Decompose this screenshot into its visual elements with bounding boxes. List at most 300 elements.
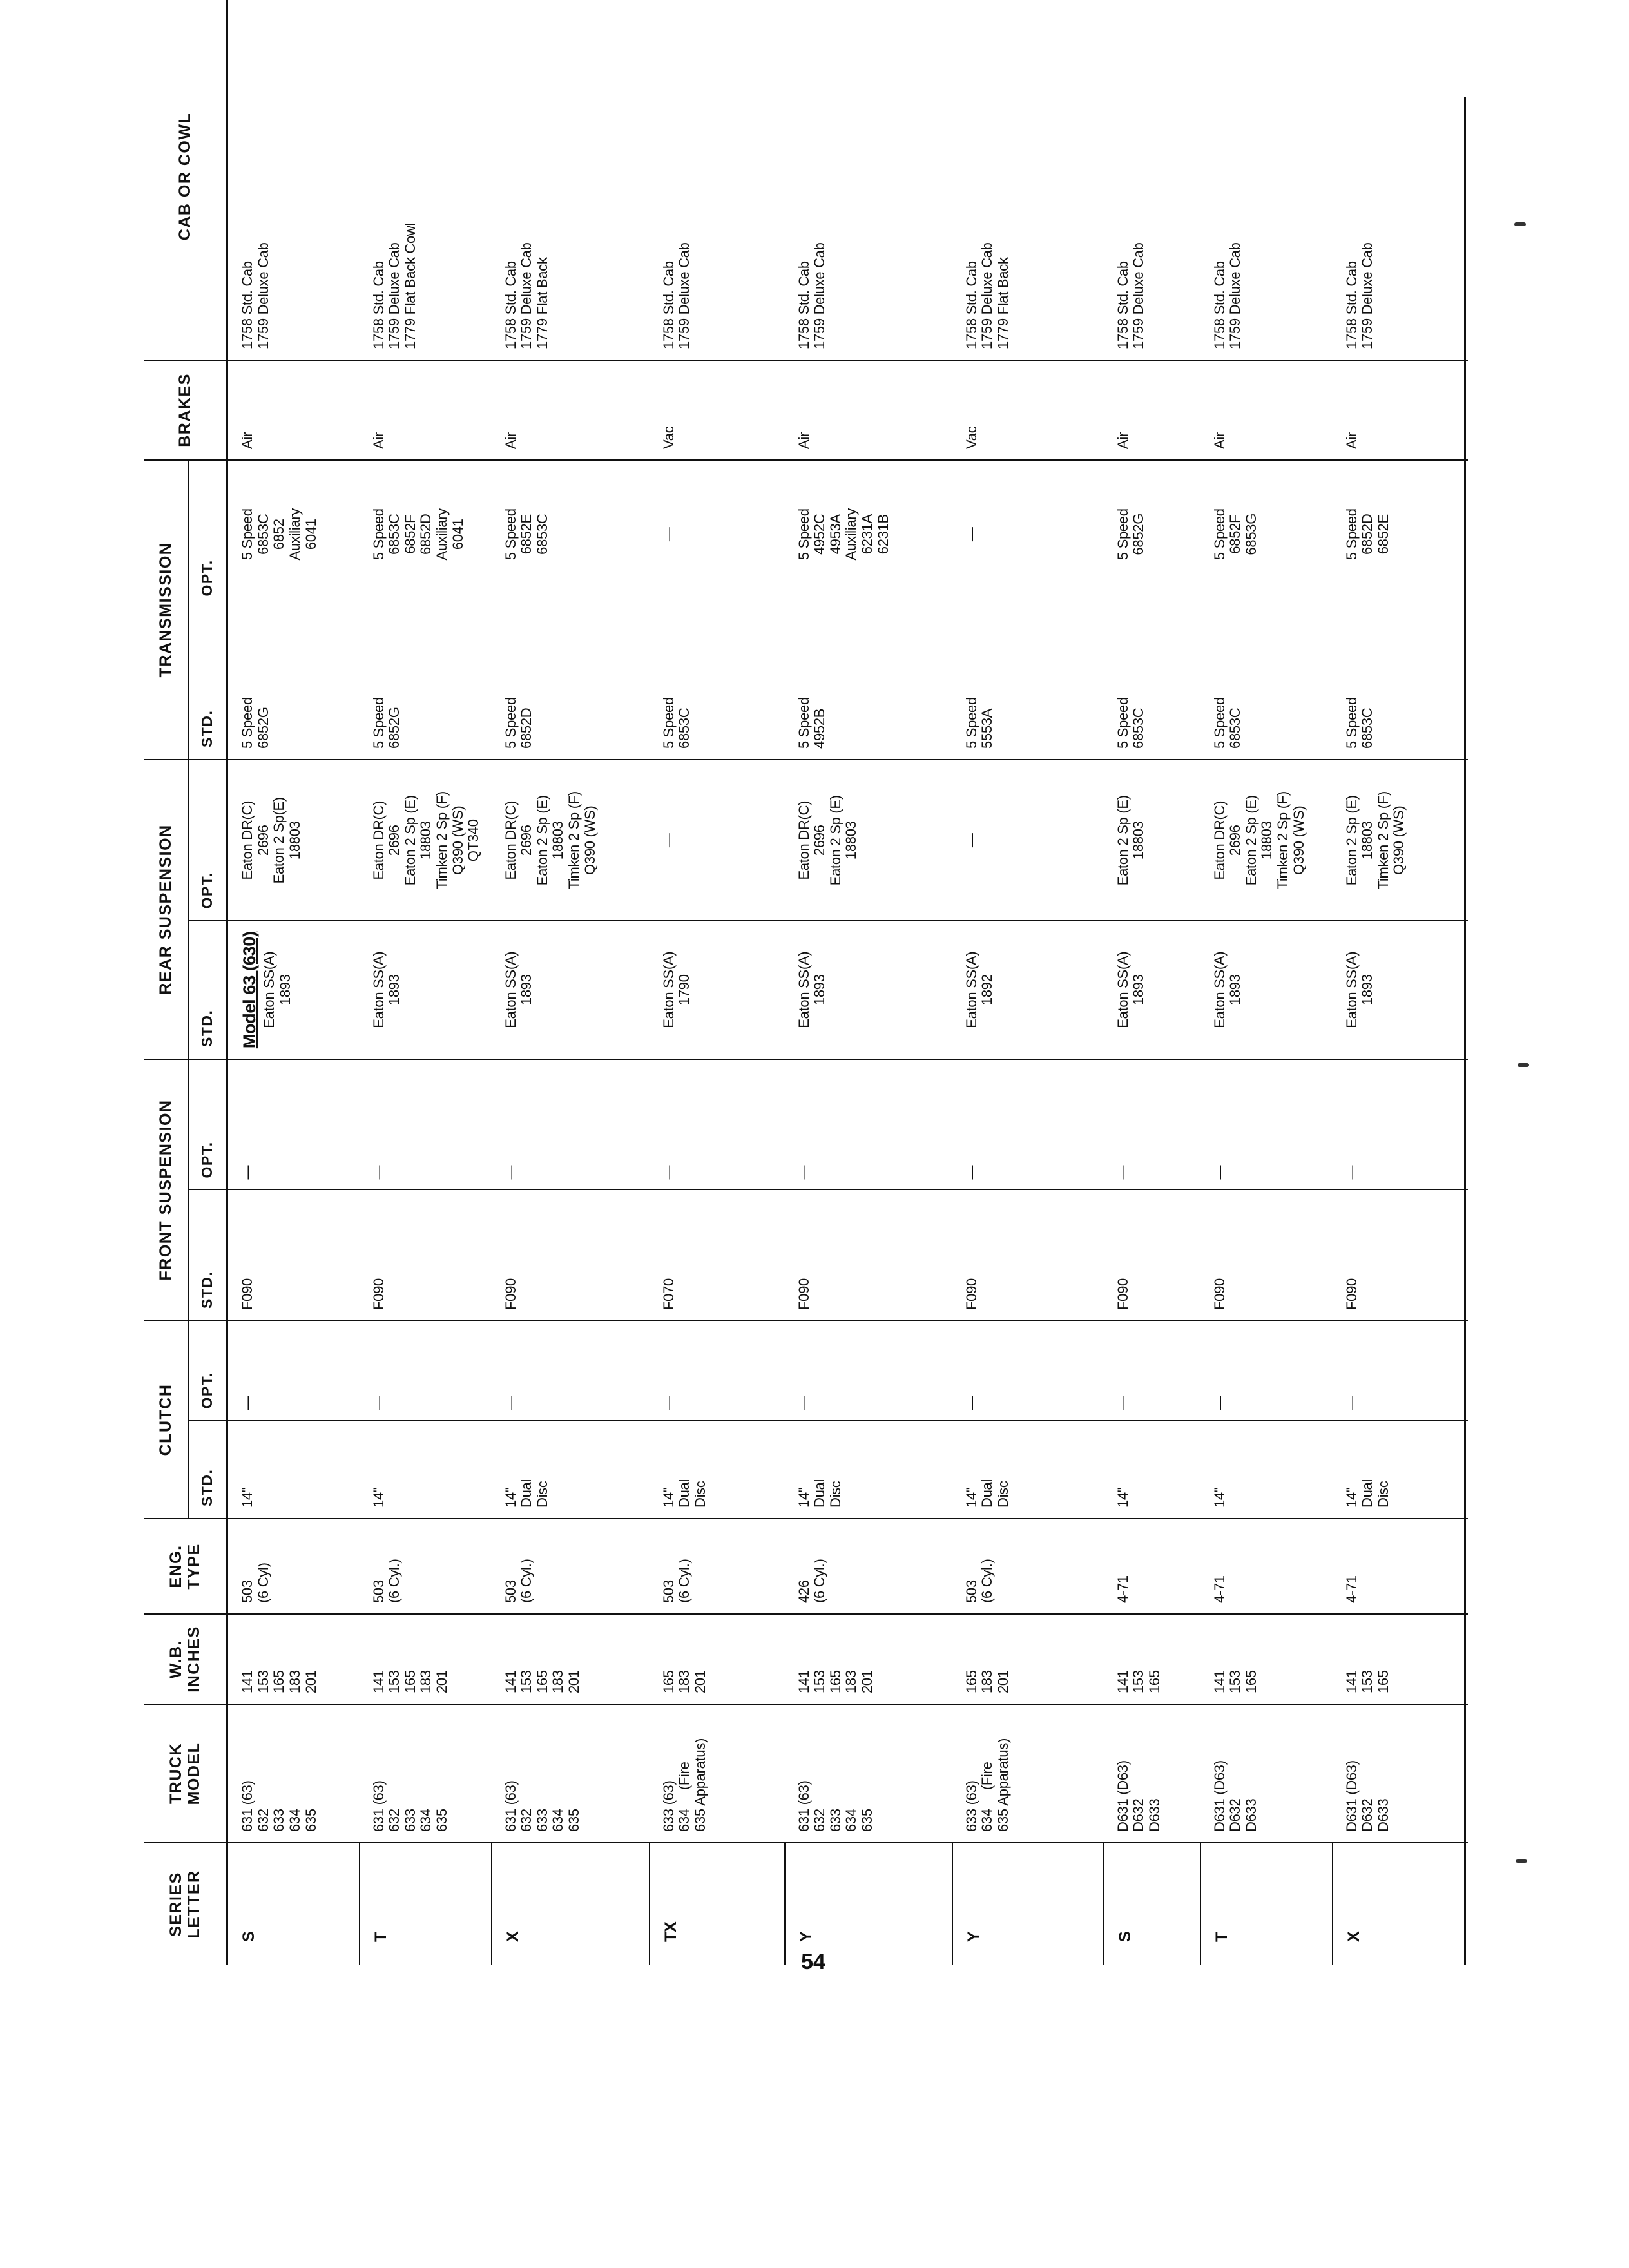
cell-line: 2696 <box>811 825 828 856</box>
cab-or-cowl-cell <box>1333 0 1468 360</box>
cell-line: 183 <box>979 1670 996 1693</box>
brakes-cell: Air <box>785 360 952 460</box>
cell-line: Auxiliary <box>286 508 303 561</box>
cell-line: 18803 <box>286 821 303 860</box>
cell-line: 165 <box>963 1670 979 1693</box>
cell-line: — <box>660 1396 677 1410</box>
cell-line: (6 Cyl.) <box>518 1559 535 1603</box>
truck-model-cell <box>1104 1704 1200 1843</box>
rear-suspension-std-cell <box>1200 921 1333 1059</box>
series-letter-cell: X <box>1344 1931 1363 1942</box>
cell-line: Eaton DR(C) <box>370 800 387 880</box>
cell-line: 6853C <box>676 707 693 749</box>
series-letter-cell: S <box>1104 1843 1200 1965</box>
header-clutch-std: STD. <box>188 1421 227 1519</box>
header-front-std: STD. <box>188 1190 227 1321</box>
cell-line: 141 <box>795 1670 812 1693</box>
cell-line: — <box>1114 1165 1131 1180</box>
cell-line: 14" <box>1343 1487 1360 1508</box>
wheelbase-cell <box>650 1614 785 1704</box>
cell-line: 183 <box>676 1670 693 1693</box>
cell-line: 183 <box>843 1670 860 1693</box>
cell-line: Dual <box>979 1479 996 1508</box>
cell-line: 201 <box>566 1670 582 1693</box>
table-row <box>227 0 360 1965</box>
cab-or-cowl-cell <box>785 0 952 360</box>
clutch-std-cell <box>1200 1421 1333 1519</box>
transmission-opt-cell <box>785 460 952 608</box>
cell-line: (6 Cyl.) <box>811 1559 828 1603</box>
cell-line: 4-71 <box>1211 1575 1228 1603</box>
cell-line: 633 <box>401 1809 418 1832</box>
cell-line: 635 <box>302 1809 319 1832</box>
rear-suspension-opt-cell <box>1200 760 1333 921</box>
rear-suspension-opt-cell <box>227 760 360 921</box>
cell-line: 6852G <box>386 707 403 749</box>
cell-line: — <box>502 1165 519 1180</box>
clutch-opt-cell <box>227 1321 360 1421</box>
cell-line: 153 <box>255 1670 271 1693</box>
table-row <box>1200 0 1333 1965</box>
cell-line: 18803 <box>418 821 434 860</box>
cell-line: 1758 Std. Cab <box>1343 261 1360 349</box>
cell-line: 5 Speed <box>239 508 255 561</box>
rear-suspension-opt-cell <box>360 760 492 921</box>
cell-line: 1893 <box>1227 974 1244 1006</box>
front-suspension-opt-cell <box>227 1059 360 1190</box>
transmission-opt-cell <box>227 460 360 608</box>
truck-spec-table <box>144 0 1468 1965</box>
cell-line: — <box>1343 1396 1360 1410</box>
rear-suspension-std-cell <box>360 921 492 1059</box>
cell-line: 633 (63) <box>660 1780 677 1832</box>
clutch-opt-cell <box>1200 1321 1333 1421</box>
cell-line: 153 <box>386 1670 403 1693</box>
cell-line: 2696 <box>1227 825 1244 856</box>
cell-line: 632 <box>255 1809 271 1832</box>
cell-line: — <box>795 1396 812 1410</box>
front-suspension-opt-cell <box>492 1059 650 1190</box>
truck-model-cell <box>650 1704 785 1843</box>
header-wb-inches: W.B. INCHES <box>144 1614 227 1704</box>
cab-or-cowl-cell <box>1200 0 1333 360</box>
cell-line: — <box>660 833 677 848</box>
transmission-opt-cell <box>360 460 492 608</box>
cell-line: Eaton SS(A) <box>795 951 812 1028</box>
cab-or-cowl-cell <box>1104 0 1200 360</box>
front-suspension-std-cell <box>1200 1190 1333 1321</box>
cell-line: 503 <box>660 1580 677 1603</box>
cell-line: 5553A <box>979 708 996 749</box>
cell-line: (6 Cyl.) <box>676 1559 693 1603</box>
cell-line: Timken 2 Sp (F) <box>434 791 450 890</box>
cell-line: 5 Speed <box>239 697 255 749</box>
header-cab-or-cowl: CAB OR COWL <box>144 0 227 360</box>
cell-line: 1893 <box>386 974 403 1006</box>
cell-line: Eaton SS(A) <box>370 951 387 1028</box>
cell-line: 153 <box>1130 1670 1147 1693</box>
cell-line: Q390 (WS) <box>581 805 598 875</box>
header-series-letter: SERIES LETTER <box>144 1843 227 1965</box>
cell-line: 1759 Deluxe Cab <box>1130 242 1147 349</box>
rear-suspension-std-cell <box>650 921 785 1059</box>
cell-line: 141 <box>1343 1670 1360 1693</box>
table-row <box>650 0 785 1965</box>
cell-line: 632 <box>386 1809 403 1832</box>
front-suspension-opt-cell <box>650 1059 785 1190</box>
header-brakes: BRAKES <box>144 360 227 460</box>
wheelbase-cell <box>1200 1614 1333 1704</box>
cell-line: (6 Cyl.) <box>386 1559 403 1603</box>
cell-line: 153 <box>811 1670 828 1693</box>
rear-suspension-std-cell <box>227 921 360 1059</box>
cell-line: F090 <box>963 1278 979 1310</box>
cell-line: 4953A <box>827 514 843 555</box>
clutch-opt-cell <box>952 1321 1104 1421</box>
header-clutch: CLUTCH <box>144 1321 188 1519</box>
front-suspension-opt-cell <box>1104 1059 1200 1190</box>
clutch-std-cell <box>1333 1421 1468 1519</box>
cell-line: Q390 (WS) <box>449 805 466 875</box>
cell-line: 503 <box>239 1580 255 1603</box>
cell-line: 5 Speed <box>1343 697 1360 749</box>
cell-line: 635 <box>859 1809 875 1832</box>
cell-line: 6852F <box>1227 514 1244 554</box>
clutch-opt-cell <box>1333 1321 1468 1421</box>
cell-line: Dual <box>676 1479 693 1508</box>
cell-line: 631 (63) <box>239 1780 255 1832</box>
engine-type-cell <box>1200 1519 1333 1614</box>
cell-line: — <box>1114 1396 1131 1410</box>
front-suspension-opt-cell <box>360 1059 492 1190</box>
cell-line: 14" <box>1114 1487 1131 1508</box>
engine-type-cell <box>952 1519 1104 1614</box>
cell-line: 6852 <box>271 519 287 550</box>
transmission-opt-cell <box>650 460 785 608</box>
cell-line: — <box>370 1165 387 1180</box>
table-row <box>492 0 650 1965</box>
rear-suspension-std-cell <box>785 921 952 1059</box>
rear-suspension-opt-cell <box>785 760 952 921</box>
clutch-std-cell <box>227 1421 360 1519</box>
cell-line: 183 <box>286 1670 303 1693</box>
front-suspension-opt-cell <box>952 1059 1104 1190</box>
cab-or-cowl-cell <box>650 0 785 360</box>
transmission-std-cell <box>1200 608 1333 760</box>
model-note: Model 63 (630) <box>240 931 259 1049</box>
clutch-std-cell <box>785 1421 952 1519</box>
wheelbase-cell <box>492 1614 650 1704</box>
brakes-cell: Air <box>360 360 492 460</box>
clutch-std-cell <box>492 1421 650 1519</box>
table-row <box>1104 0 1200 1965</box>
cell-line: 5 Speed <box>1114 508 1131 561</box>
cell-line: 6853C <box>255 514 271 555</box>
cell-line: 1893 <box>276 974 293 1006</box>
rear-suspension-opt-cell <box>952 760 1104 921</box>
front-suspension-opt-cell <box>785 1059 952 1190</box>
transmission-std-cell <box>227 608 360 760</box>
cell-line: 6852D <box>518 707 535 749</box>
truck-model-cell <box>952 1704 1104 1843</box>
cell-line: D632 <box>1227 1798 1244 1832</box>
header-front-suspension: FRONT SUSPENSION <box>144 1059 188 1321</box>
cell-line: 1779 Flat Back <box>994 257 1011 349</box>
cell-line: Dual <box>811 1479 828 1508</box>
brakes-cell: Vac <box>650 360 785 460</box>
cell-line: 634 (Fire <box>979 1762 996 1832</box>
brakes-cell: Vac <box>952 360 1104 460</box>
cell-line: — <box>963 1165 979 1180</box>
cell-line: F090 <box>502 1278 519 1310</box>
transmission-opt-cell <box>492 460 650 608</box>
cell-line: 183 <box>550 1670 566 1693</box>
header-transmission: TRANSMISSION <box>144 460 188 760</box>
cell-line: Eaton 2 Sp (E) <box>1114 795 1131 886</box>
cab-or-cowl-cell <box>227 0 360 360</box>
cell-line: 5 Speed <box>1343 508 1360 561</box>
cell-line: 1758 Std. Cab <box>239 261 255 349</box>
cell-line: 6231B <box>874 514 891 555</box>
cell-line: 2696 <box>518 825 535 856</box>
cell-line: Eaton SS(A) <box>1114 951 1131 1028</box>
cell-line: Eaton DR(C) <box>239 800 255 880</box>
cell-line: Timken 2 Sp (F) <box>566 791 582 890</box>
engine-type-cell <box>785 1519 952 1614</box>
wheelbase-cell <box>360 1614 492 1704</box>
cell-line: Eaton 2 Sp (E) <box>1343 795 1360 886</box>
cell-line: — <box>660 1165 677 1180</box>
cell-line: 18803 <box>550 821 566 860</box>
header-truck-model: TRUCK MODEL <box>144 1704 227 1843</box>
cell-line: Dual <box>1359 1479 1376 1508</box>
rear-suspension-std-cell <box>492 921 650 1059</box>
cell-line: 633 <box>827 1809 843 1832</box>
cell-line: Timken 2 Sp (F) <box>1275 791 1291 890</box>
clutch-std-cell <box>952 1421 1104 1519</box>
cell-line: Disc <box>827 1481 843 1508</box>
clutch-opt-cell <box>492 1321 650 1421</box>
cell-line: 6041 <box>449 519 466 550</box>
cell-line: 5 Speed <box>370 697 387 749</box>
truck-model-cell <box>1333 1704 1468 1843</box>
cell-line: D631 (D63) <box>1343 1760 1360 1832</box>
cell-line: 5 Speed <box>502 697 519 749</box>
cell-line: Eaton SS(A) <box>963 951 979 1028</box>
series-letter-cell: TX <box>650 1843 785 1965</box>
cell-line: 634 <box>843 1809 860 1832</box>
front-suspension-std-cell <box>360 1190 492 1321</box>
cell-line: Eaton 2 Sp(E) <box>271 797 287 884</box>
cell-line: 503 <box>963 1580 979 1603</box>
cell-line: 6852D <box>1359 514 1376 555</box>
cell-line: Eaton SS(A) <box>660 951 677 1028</box>
table-outer-rule <box>1464 97 1466 1965</box>
cell-line: F090 <box>239 1278 255 1310</box>
cell-line: 5 Speed <box>1114 697 1131 749</box>
cell-line: Dual <box>518 1479 535 1508</box>
transmission-opt-cell <box>1333 460 1468 608</box>
table-row <box>360 0 492 1965</box>
wheelbase-cell <box>1333 1614 1468 1704</box>
clutch-std-cell <box>360 1421 492 1519</box>
rear-suspension-opt-cell <box>492 760 650 921</box>
truck-model-cell <box>1200 1704 1333 1843</box>
cell-line: 141 <box>239 1670 255 1693</box>
cell-line: 4952C <box>811 514 828 555</box>
clutch-opt-cell <box>1104 1321 1200 1421</box>
cell-line: Auxiliary <box>843 508 860 561</box>
front-suspension-std-cell <box>785 1190 952 1321</box>
truck-model-cell <box>360 1704 492 1843</box>
cell-line: D631 (D63) <box>1114 1760 1131 1832</box>
clutch-std-cell <box>650 1421 785 1519</box>
cell-line: 165 <box>1242 1670 1259 1693</box>
rear-suspension-std-cell <box>1104 921 1200 1059</box>
cell-line: 4-71 <box>1114 1575 1131 1603</box>
cell-line: (6 Cyl) <box>255 1562 271 1603</box>
rear-suspension-std-cell <box>1333 921 1468 1059</box>
transmission-std-cell <box>492 608 650 760</box>
spec-table-body <box>227 0 1468 1965</box>
cell-line: 165 <box>1374 1670 1391 1693</box>
transmission-opt-cell <box>1200 460 1333 608</box>
series-letter-cell: X <box>492 1843 650 1965</box>
cell-line: 634 (Fire <box>676 1762 693 1832</box>
brakes-cell: Air <box>227 360 360 460</box>
cell-line: 14" <box>502 1487 519 1508</box>
cell-line: 1893 <box>1359 974 1376 1006</box>
front-suspension-std-cell <box>227 1190 360 1321</box>
transmission-std-cell <box>650 608 785 760</box>
cell-line: 1758 Std. Cab <box>370 261 387 349</box>
cell-line: D633 <box>1146 1798 1162 1832</box>
cell-line: 503 <box>502 1580 519 1603</box>
cell-line: 14" <box>239 1487 255 1508</box>
series-letter-cell: T <box>1200 1843 1333 1965</box>
cell-line: Q390 (WS) <box>1290 805 1307 875</box>
cell-line: 1759 Deluxe Cab <box>255 242 271 349</box>
cell-line: 634 <box>418 1809 434 1832</box>
cell-line: 201 <box>434 1670 450 1693</box>
cell-line: 4952B <box>811 708 828 749</box>
cell-line: Eaton 2 Sp (E) <box>534 795 550 886</box>
cell-line: F090 <box>1211 1278 1228 1310</box>
cell-line: Eaton SS(A) <box>1211 951 1228 1028</box>
cell-line: 5 Speed <box>1211 508 1228 561</box>
cell-line: Disc <box>994 1481 1011 1508</box>
brakes-cell: Air <box>1333 360 1468 460</box>
cell-line: 141 <box>370 1670 387 1693</box>
cell-line: D633 <box>1374 1798 1391 1832</box>
cell-line: Eaton SS(A) <box>1343 951 1360 1028</box>
transmission-std-cell <box>785 608 952 760</box>
cell-line: 631 (63) <box>502 1780 519 1832</box>
cell-line: 6852F <box>401 514 418 554</box>
cell-line: 6853C <box>1130 707 1147 749</box>
cell-line: 633 <box>271 1809 287 1832</box>
cell-line: 634 <box>286 1809 303 1832</box>
cell-line: 635 Apparatus) <box>691 1738 708 1832</box>
cell-line: F090 <box>1343 1278 1360 1310</box>
cell-line: Eaton 2 Sp (E) <box>827 795 843 886</box>
rear-suspension-opt-cell <box>1104 760 1200 921</box>
front-suspension-opt-cell <box>1200 1059 1333 1190</box>
cell-line: 6852D <box>418 514 434 555</box>
cell-line: 1790 <box>676 974 693 1006</box>
cell-line: 6041 <box>302 519 319 550</box>
cell-line: 6853C <box>1359 707 1376 749</box>
cell-line: F070 <box>660 1278 677 1310</box>
engine-type-cell <box>492 1519 650 1614</box>
wheelbase-cell <box>227 1614 360 1704</box>
engine-type-cell <box>227 1519 360 1614</box>
cell-line: — <box>370 1396 387 1410</box>
cell-line: 141 <box>1114 1670 1131 1693</box>
engine-type-cell <box>360 1519 492 1614</box>
cell-line: Eaton 2 Sp (E) <box>401 795 418 886</box>
front-suspension-std-cell <box>952 1190 1104 1321</box>
cell-line: 632 <box>518 1809 535 1832</box>
cell-line: 6852G <box>255 707 271 749</box>
cell-line: Eaton SS(A) <box>502 951 519 1028</box>
cell-line: — <box>963 833 979 848</box>
brakes-cell: Air <box>492 360 650 460</box>
cell-line: 18803 <box>843 821 860 860</box>
cell-line: 6852G <box>1130 513 1147 555</box>
table-row <box>1333 0 1468 1965</box>
cell-line: 631 (63) <box>370 1780 387 1832</box>
truck-model-cell <box>227 1704 360 1843</box>
cell-line: 6853G <box>1242 513 1259 555</box>
cell-line: Eaton DR(C) <box>502 800 519 880</box>
cell-line: 426 <box>795 1580 812 1603</box>
clutch-opt-cell <box>360 1321 492 1421</box>
cell-line: 631 (63) <box>795 1780 812 1832</box>
transmission-std-cell <box>952 608 1104 760</box>
cell-line: 1892 <box>979 974 996 1006</box>
series-letter-cell: T <box>360 1843 492 1965</box>
header-eng-type: ENG. TYPE <box>144 1519 227 1614</box>
clutch-std-cell <box>1104 1421 1200 1519</box>
cell-line: 635 <box>566 1809 582 1832</box>
cell-line: 141 <box>1211 1670 1228 1693</box>
brakes-cell: Air <box>1104 360 1200 460</box>
page-number: 54 <box>801 1950 825 1974</box>
cell-line: — <box>963 527 979 542</box>
header-trans-std: STD. <box>188 608 227 760</box>
rear-suspension-opt-cell <box>650 760 785 921</box>
cell-line: 201 <box>302 1670 319 1693</box>
cell-line: Auxiliary <box>434 508 450 561</box>
clutch-opt-cell <box>785 1321 952 1421</box>
cell-line: Disc <box>534 1481 550 1508</box>
cell-line: 6852E <box>518 514 535 555</box>
table-row <box>952 0 1104 1965</box>
cell-line: 6231A <box>859 514 875 555</box>
front-suspension-std-cell <box>492 1190 650 1321</box>
cell-line: F090 <box>370 1278 387 1310</box>
cell-line: 1759 Deluxe Cab <box>979 242 996 349</box>
cell-line: — <box>963 1396 979 1410</box>
cell-line: 165 <box>271 1670 287 1693</box>
cell-line: 14" <box>963 1487 979 1508</box>
transmission-std-cell <box>1104 608 1200 760</box>
cell-line: 1759 Deluxe Cab <box>811 242 828 349</box>
cell-line: — <box>1343 1165 1360 1180</box>
cell-line: (6 Cyl.) <box>979 1559 996 1603</box>
brakes-cell: Air <box>1200 360 1333 460</box>
